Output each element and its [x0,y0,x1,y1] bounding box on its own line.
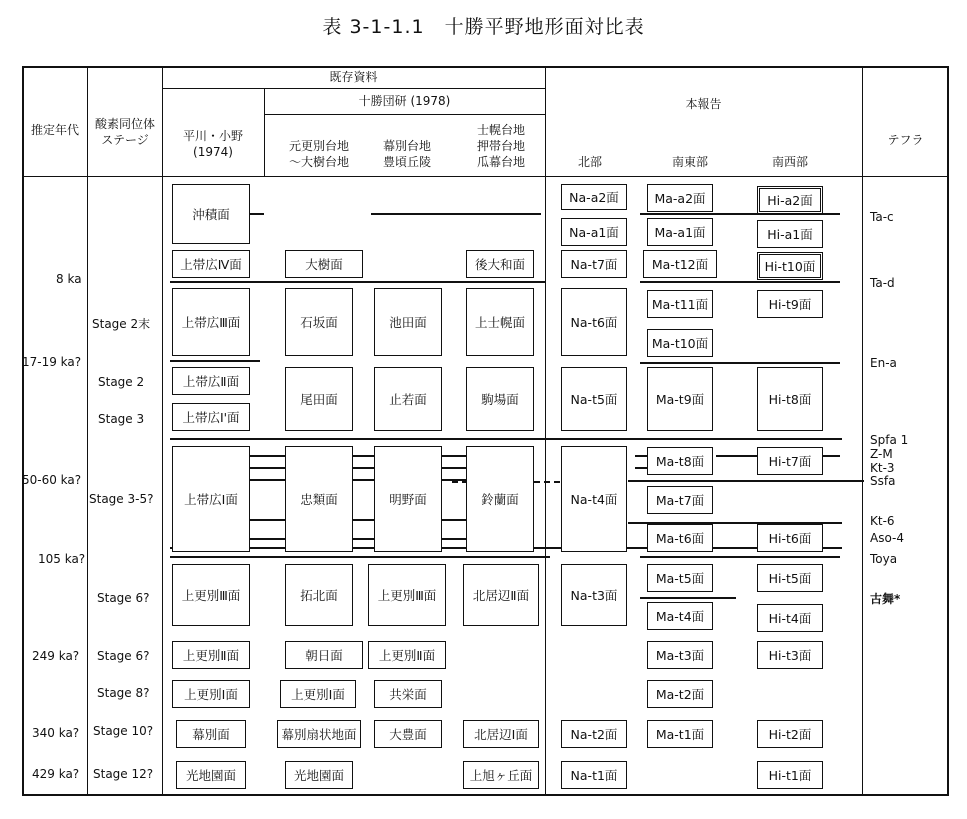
surface-box: 止若面 [374,367,442,431]
stage-label: Stage 8? [97,686,150,700]
surface-box: Na-t5面 [561,367,627,431]
header-age: 推定年代 [30,123,79,137]
stage-label: Stage 6? [97,649,150,663]
surface-box: Ma-t5面 [647,564,713,592]
surface-box: Ma-a1面 [647,218,713,246]
surface-box: Ma-t11面 [647,290,713,318]
surface-box: 共栄面 [374,680,442,708]
age-label: 340 ka? [32,726,80,740]
correlation-line-dashed [534,481,560,483]
surface-box: 上旭ヶ丘面 [463,761,539,789]
header-shihoro: 士幌台地 押帯台地 瓜幕台地 [476,123,525,169]
surface-box: Ma-t8面 [647,447,713,475]
tephra-label: Aso-4 [870,531,904,545]
surface-box: Ma-t4面 [647,602,713,630]
correlation-line [635,455,647,457]
surface-box: Hi-t2面 [757,720,823,748]
surface-box: Hi-a1面 [757,220,823,248]
surface-box: Hi-t5面 [757,564,823,592]
header-makubetsu: 幕別台地 豊頃丘陵 [382,139,431,169]
surface-box: 幕別面 [176,720,246,748]
header-southwest: 南西部 [771,155,808,169]
correlation-line [250,213,264,215]
correlation-line [170,438,842,440]
tephra-label: Ta-d [870,276,895,290]
surface-box: Na-a1面 [561,218,627,246]
surface-box: Na-t7面 [561,250,627,278]
surface-box: Na-t2面 [561,720,627,748]
header-motosarabetsu: 元更別台地 ～大樹台地 [288,139,349,169]
age-label: 50-60 ka? [22,473,82,487]
surface-box: 上更別Ⅰ面 [280,680,356,708]
surface-box: Ma-t9面 [647,367,713,431]
correlation-line [170,360,260,362]
surface-box: 沖積面 [172,184,250,244]
correlation-line [170,281,546,283]
correlation-line [628,480,864,482]
header-southeast: 南東部 [671,155,708,169]
surface-box: 尾田面 [285,367,353,431]
surface-box: 石坂面 [285,288,353,356]
surface-box: Ma-t2面 [647,680,713,708]
row-divider [162,88,545,89]
document-title: 表 3-1-1.1 十勝平野地形面対比表 [322,16,645,38]
surface-box: 光地園面 [176,761,246,789]
surface-box: Na-a2面 [561,184,627,210]
age-label: 429 ka? [32,767,80,781]
surface-box: Hi-t7面 [757,447,823,475]
correlation-line [170,556,550,558]
header-hirakawa: 平川・小野 (1974) [182,129,243,159]
surface-box: 駒場面 [466,367,534,431]
stage-label: Stage 6? [97,591,150,605]
surface-box: Ma-t6面 [647,524,713,552]
tephra-label: Spfa 1 [870,433,909,447]
surface-box: 大樹面 [285,250,363,278]
surface-box: 上更別Ⅲ面 [172,564,250,626]
surface-box: Hi-a2面 [757,186,823,214]
surface-box: 上更別Ⅱ面 [172,641,250,669]
surface-box: Na-t4面 [561,446,627,552]
correlation-line [640,556,840,558]
surface-box: 上帯広Ⅲ面 [172,288,250,356]
surface-box: 上更別Ⅲ面 [368,564,446,626]
surface-box: Hi-t9面 [757,290,823,318]
header-tokachi-group: 十勝団研 (1978) [358,94,451,108]
surface-box: Na-t1面 [561,761,627,789]
surface-box: Ma-a2面 [647,184,713,212]
surface-box: 上更別Ⅰ面 [172,680,250,708]
tephra-label: Z-M [870,447,893,461]
age-label: 8 ka [56,272,82,286]
surface-box: 幕別扇状地面 [277,720,361,748]
surface-box: 拓北面 [285,564,353,626]
surface-box: Hi-t10面 [757,252,823,280]
surface-box: 池田面 [374,288,442,356]
surface-box: Hi-t3面 [757,641,823,669]
surface-box: Na-t6面 [561,288,627,356]
stage-label: Stage 2 [98,375,145,389]
surface-box: 朝日面 [285,641,363,669]
tephra-label: Toya [870,552,898,566]
correlation-line [640,281,840,283]
header-bottom-line [22,176,949,177]
surface-box: 上更別Ⅱ面 [368,641,446,669]
stage-label: Stage 2末 [92,317,151,331]
age-label: 17-19 ka? [22,355,82,369]
stage-label: Stage 10? [93,724,154,738]
header-this-report: 本報告 [685,97,722,111]
tephra-label: En-a [870,356,897,370]
age-label: 249 ka? [32,649,80,663]
surface-box: 上帯広Ⅳ面 [172,250,250,278]
correlation-line [371,213,541,215]
surface-box: 上帯広Ⅰ'面 [172,403,250,431]
surface-box: Ma-t10面 [647,329,713,357]
surface-box: 大豊面 [374,720,442,748]
header-north: 北部 [577,155,602,169]
age-label: 105 ka? [38,552,86,566]
header-existing: 既存資料 [329,70,378,84]
surface-box: 忠類面 [285,446,353,552]
surface-box: Ma-t7面 [647,486,713,514]
surface-box: Na-t3面 [561,564,627,626]
surface-box: Hi-t1面 [757,761,823,789]
surface-box: 北居辺Ⅱ面 [463,564,539,626]
stage-label: Stage 12? [93,767,154,781]
correlation-line [640,362,840,364]
surface-box: 上士幌面 [466,288,534,356]
surface-box: 鈴蘭面 [466,446,534,552]
correlation-line [640,597,736,599]
surface-box: 明野面 [374,446,442,552]
surface-box: 光地園面 [285,761,353,789]
surface-box: 上帯広Ⅱ面 [172,367,250,395]
surface-box: Hi-t8面 [757,367,823,431]
header-stage: 酸素同位体 ステージ [94,117,155,147]
surface-box: Ma-t3面 [647,641,713,669]
row-divider [264,114,545,115]
surface-box: Hi-t4面 [757,604,823,632]
stage-label: Stage 3-5? [89,492,154,506]
tephra-label: Kt-3 [870,461,895,475]
surface-box: 北居辺Ⅰ面 [463,720,539,748]
surface-box: 上帯広Ⅰ面 [172,446,250,552]
tephra-label: Ssfa [870,474,896,488]
correlation-line [635,467,647,469]
surface-box: 後大和面 [466,250,534,278]
tephra-label: Kt-6 [870,514,895,528]
tephra-label: Ta-c [870,210,894,224]
header-tephra: テフラ [887,133,924,147]
surface-box: Ma-t12面 [643,250,717,278]
stage-label: Stage 3 [98,412,145,426]
surface-box: Ma-t1面 [647,720,713,748]
tephra-label: 古舞* [870,592,901,606]
surface-box: Hi-t6面 [757,524,823,552]
